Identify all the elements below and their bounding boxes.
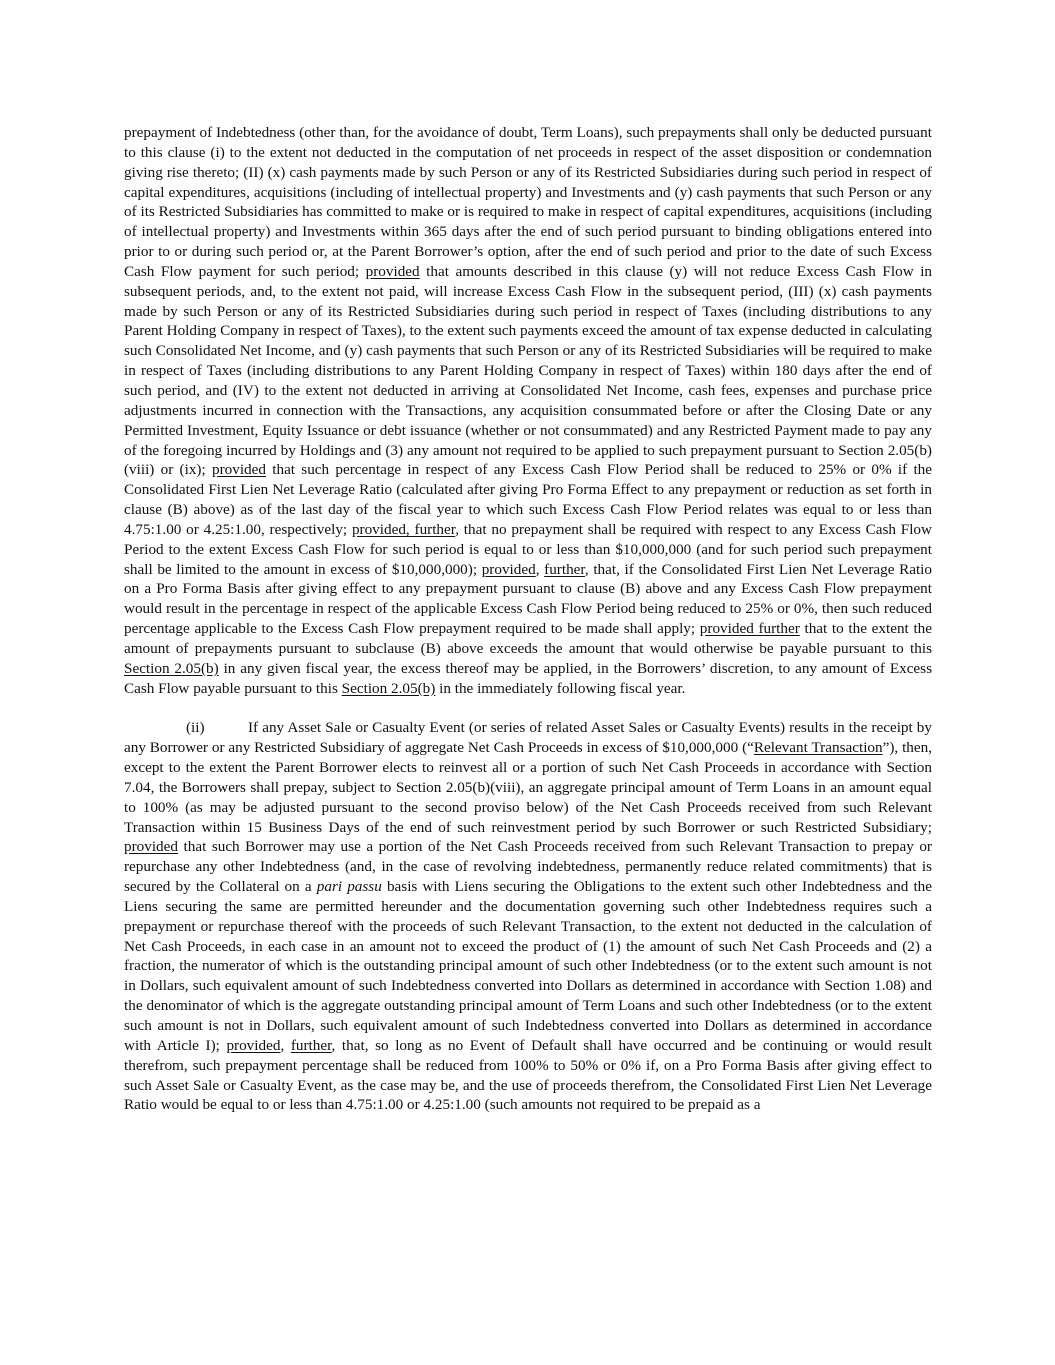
text-run: , that, if the Consolidated First Lien Net Leverage Ratio on a Pro Forma Basis after giving effect to any prepayment pursuant to clause (B) above and any Excess Cash Flow prepayment would result in the percentage in respect of the applicable Excess Cash Flow Period being reduced to 25% or 0%, then such reduced percentage applicable to the Excess Cash Flow prepayment required to be made shall apply;: [124, 560, 932, 638]
text-run: that to the extent the amount of prepayments pursuant to subclause (B) above exceeds the amount that would otherwise be payable pursuant to this: [124, 620, 932, 657]
text-run: ”), then, except to the extent the Parent Borrower elects to reinvest all or a portion of such Net Cash Proceeds in accordance with Section 7.04, the Borrowers shall prepay, subject to Section 2.05(b)(viii), an aggregate principal amount of Term Loans in an amount equal to 100% (as may be adjusted pursuant to the second proviso below) of the Net Cash Proceeds received from such Relevant Transaction within 15 Business Days of the end of such reinvestment period by such Borrower or such Restricted Subsidiary;: [124, 739, 933, 836]
paragraph-excess-cash-flow: [124, 123, 932, 698]
defined-term: further: [290, 1036, 332, 1054]
text-run: that such percentage in respect of any Excess Cash Flow Period shall be reduced to 25% or 0% if the Consolidated First Lien Net Leverage Ratio (calculated after giving Pro Forma Effect to any prepayment or reduction as set forth in clause (B) above) as of the last day of the fiscal year to which such Excess Cash Flow Period relates was equal to or less than 4.75:1.00 or 4.25:1.00, respectively;: [124, 461, 932, 538]
text-run: prepayment of Indebtedness (other than, for the avoidance of doubt, Term Loans), such prepayments shall only be deducted pursuant to this clause (i) to the extent not deducted in the computation of net proceeds in respect of the asset disposition or condemnation giving rise thereto; (II) (x) cash payments made by such Person or any of its Restricted Subsidiaries during such period in respect of capital expenditures, acquisitions (including of intellectual property) and Investments and (y) cash payments that such Person or any of its Restricted Subsidiaries has committed to make or is required to make in respect of capital expenditures, acquisitions (including of intellectual property) and Investments within 365 days after the end of such period pursuant to binding obligations entered into prior to or during such period or, at the Parent Borrower’s option, after the end of such period and prior to the date of such Excess Cash Flow payment for such period;: [124, 124, 932, 280]
defined-term: Relevant Transaction: [753, 739, 883, 757]
defined-term: provided: [226, 1036, 281, 1054]
text-run: ,: [280, 1036, 291, 1054]
section-reference: Section 2.05(b): [341, 679, 436, 697]
text-run: If any Asset Sale or Casualty Event (or series of related Asset Sales or Casualty Events) results in the receipt by any Borrower or any Restricted Subsidiary of aggregate Net Cash Proceeds in excess of $10,000,000 (“: [124, 719, 932, 757]
paragraph-number: (ii): [186, 719, 205, 737]
text-run: basis with Liens securing the Obligations to the extent such other Indebtedness and the Liens securing the same are permitted hereunder and the documentation governing such other Indebtedness requires such a prepayment or repurchase thereof with the proceeds of such Relevant Transaction, to the extent not deducted in the calculation of Net Cash Proceeds, in each case in an amount not to exceed the product of (1) the amount of such Net Cash Proceeds and (2) a fraction, the numerator of which is the outstanding principal amount of such other Indebtedness (or to the extent such amount is not in Dollars, such equivalent amount of such Indebtedness converted into Dollars as determined in accordance with Section 1.08) and the denominator of which is the aggregate outstanding principal amount of Term Loans and such other Indebtedness (or to the extent such amount is not in Dollars, such equivalent amount of such Indebtedness converted into Dollars as determined in accordance with Article I);: [124, 878, 932, 1054]
text-run: , that, so long as no Event of Default shall have occurred and be continuing or would result therefrom, such prepayment percentage shall be reduced from 100% to 50% or 0% if, on a Pro Forma Basis after giving effect to such Asset Sale or Casualty Event, as the case may be, and the use of proceeds therefrom, the Consolidated First Lien Net Leverage Ratio would be equal to or less than 4.75:1.00 or 4.25:1.00 (such amounts not required to be prepaid as a: [124, 1036, 932, 1114]
text-run: in the immediately following fiscal year.: [435, 679, 686, 697]
text-run: ,: [535, 560, 545, 578]
document-page: [124, 123, 932, 1115]
section-reference: Section 2.05(b): [124, 659, 219, 677]
defined-term: provided further: [699, 620, 800, 638]
defined-term: provided: [211, 461, 266, 479]
text-run: in any given fiscal year, the excess thereof may be applied, in the Borrowers’ discretion, to any amount of Excess Cash Flow payable pursuant to this: [124, 659, 932, 697]
italic-term: pari passu: [316, 878, 382, 896]
defined-term: provided: [481, 560, 536, 578]
paragraph-asset-sale: [124, 718, 932, 1115]
text-run: that such Borrower may use a portion of the Net Cash Proceeds received from such Relevant Transaction to prepay or repurchase any other Indebtedness (and, in the case of revolving indebtedness, permanently reduce related commitments) that is secured by the Collateral on a: [124, 838, 932, 896]
text-run: , that no prepayment shall be required with respect to any Excess Cash Flow Period to the extent Excess Cash Flow for such period is equal to or less than $10,000,000 (and for such period such prepayment shall be limited to the amount in excess of $10,000,000);: [124, 520, 932, 578]
defined-term: provided, further: [351, 520, 456, 538]
defined-term: provided: [365, 262, 420, 280]
defined-term: provided: [124, 838, 178, 856]
defined-term: further: [544, 560, 585, 578]
text-run: that amounts described in this clause (y) will not reduce Excess Cash Flow in subsequent periods, and, to the extent not paid, will increase Excess Cash Flow in the subsequent period, (III) (x) cash payments made by such Person or any of its Restricted Subsidiaries during such period in respect of Taxes (including distributions to any Parent Holding Company in respect of Taxes), to the extent such payments exceed the amount of tax expense deducted in calculating such Consolidated Net Income, and (y) cash payments that such Person or any of its Restricted Subsidiaries will be required to make in respect of Taxes (including distributions to any Parent Holding Company in respect of Taxes) within 180 days after the end of such period, and (IV) to the extent not deducted in arriving at Consolidated Net Income, cash fees, expenses and purchase price adjustments incurred in connection with the Transactions, any acquisition consummated before or after the Closing Date or any Permitted Investment, Equity Issuance or debt issuance (whether or not consummated) and any Restricted Payment made to pay any of the foregoing incurred by Holdings and (3) any amount not required to be applied to such prepayment pursuant to Section 2.05(b)(viii) or (ix);: [124, 262, 933, 479]
